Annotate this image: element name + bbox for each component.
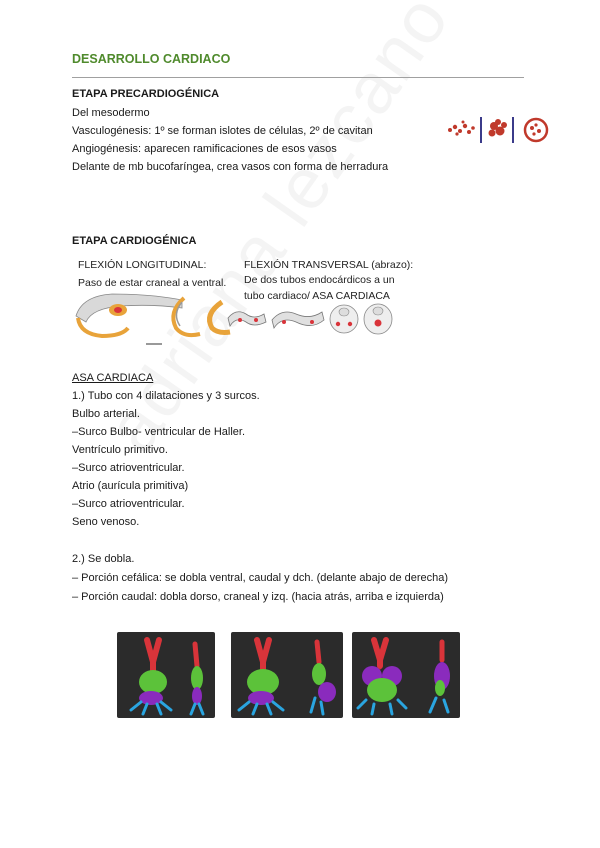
asa-line: 1.) Tubo con 4 dilataciones y 3 surcos. <box>72 390 260 402</box>
asa-line: Bulbo arterial. <box>72 408 140 420</box>
asa-line: Atrio (aurícula primitiva) <box>72 480 189 492</box>
heart-loop-panel-1 <box>117 632 215 718</box>
asa-line: –Surco Bulbo- ventricular de Haller. <box>72 426 246 438</box>
vessel-ring-icon <box>525 119 547 141</box>
document-title: DESARROLLO CARDIACO <box>72 52 231 66</box>
longitudinal-fold-figure <box>72 288 232 348</box>
asa-line: Seno venoso. <box>72 516 140 528</box>
asa-line: –Surco atrioventricular. <box>72 462 185 474</box>
flexion-trans-line: De dos tubos endocárdicos a un <box>244 274 395 286</box>
precardio-line: Vasculogénesis: 1º se forman islotes de células, 2º de cavitan <box>72 125 373 137</box>
asa-part2-line: – Porción cefálica: se dobla ventral, caudal y dch. (delante abajo de derecha) <box>72 572 449 584</box>
precardio-heading: ETAPA PRECARDIOGÉNICA <box>72 88 220 100</box>
asa-heading: ASA CARDIACA <box>72 372 154 384</box>
cardio-heading: ETAPA CARDIOGÉNICA <box>72 235 197 247</box>
flexion-long-title: FLEXIÓN LONGITUDINAL: <box>78 259 207 271</box>
flexion-trans-title: FLEXIÓN TRANSVERSAL (abrazo): <box>244 259 414 271</box>
cell-cluster-icon <box>448 121 475 136</box>
blood-islands-figure <box>442 114 558 146</box>
flexion-trans-line: tubo cardiaco/ ASA CARDIACA <box>244 290 390 302</box>
title-divider <box>72 77 524 78</box>
cell-aggregate-icon <box>489 119 508 137</box>
heart-loop-panel-3 <box>352 632 460 718</box>
transverse-fold-figure <box>226 302 396 336</box>
precardio-line: Delante de mb bucofaríngea, crea vasos con forma de herradura <box>72 161 389 173</box>
precardio-line: Del mesodermo <box>72 107 150 119</box>
flexion-long-desc: Paso de estar craneal a ventral. <box>78 277 227 289</box>
asa-part2-line: 2.) Se dobla. <box>72 553 135 565</box>
asa-line: –Surco atrioventricular. <box>72 498 185 510</box>
asa-line: Ventrículo primitivo. <box>72 444 168 456</box>
heart-loop-panel-2 <box>231 632 343 718</box>
precardio-line: Angiogénesis: aparecen ramificaciones de esos vasos <box>72 143 337 155</box>
asa-part2-line: – Porción caudal: dobla dorso, craneal y izq. (hacia atrás, arriba e izquierda) <box>72 591 444 603</box>
